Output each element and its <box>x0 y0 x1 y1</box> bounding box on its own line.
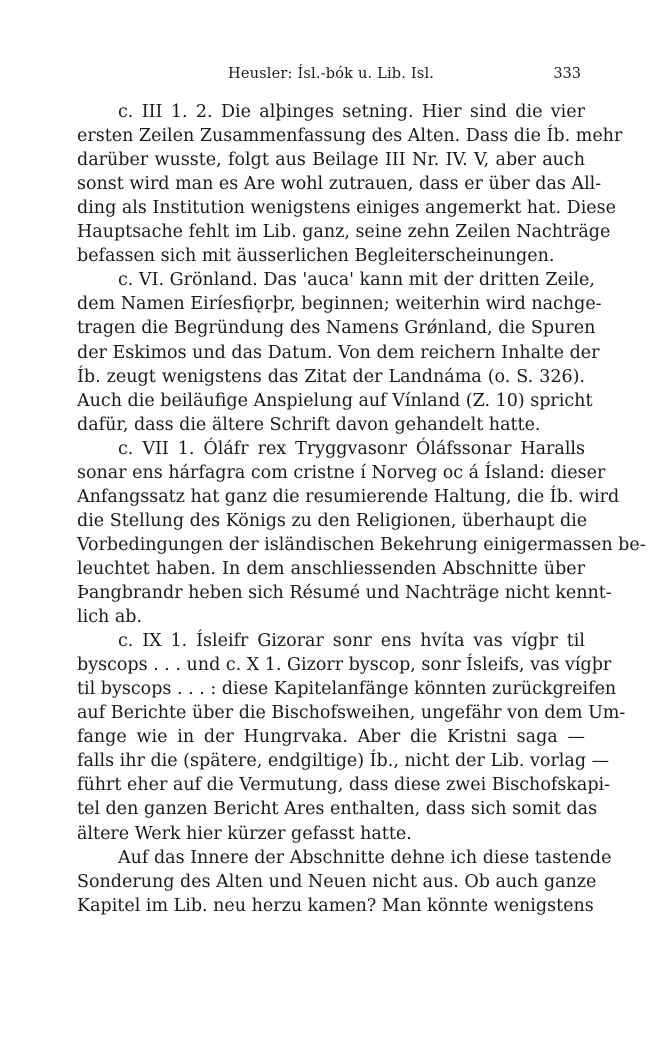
text-line: führt eher auf die Vermutung, dass diese zwei Bischofskapi- <box>77 775 611 796</box>
text-line: dem Namen Eiríesfiǫrþr, beginnen; weiterhin wird nachge- <box>77 294 602 315</box>
text-line: Vorbedingungen der isländischen Bekehrung einigermassen be- <box>77 534 646 555</box>
text-line: ältere Werk hier kürzer gefasst hatte. <box>77 823 412 844</box>
text-line: sonar ens hárfagra com cristne í Norveg oc á Ísland: dieser <box>77 462 606 483</box>
text-line: Íb. zeugt wenigstens das Zitat der Landnáma (o. S. 326). <box>77 366 585 387</box>
text-line: falls ihr die (spätere, endgiltige) Íb., nicht der Lib. vorlag — <box>77 751 610 772</box>
text-line: fange wie in der Hungrvaka. Aber die Kristni saga — <box>77 727 585 748</box>
text-line: Hauptsache fehlt im Lib. ganz, seine zehn Zeilen Nachträge <box>77 222 611 243</box>
text-line: lich ab. <box>77 607 143 628</box>
text-line: byscops . . . und c. X 1. Gizorr byscop, sonr Ísleifs, vas vígþr <box>77 655 612 676</box>
text-line: Auch die beiläufige Anspielung auf Vínland (Z. 10) spricht <box>77 390 593 411</box>
running-header <box>80 66 585 88</box>
text-line: c. VI. Grönland. Das 'auca' kann mit der dritten Zeile, <box>118 270 595 291</box>
text-line: Auf das Innere der Abschnitte dehne ich diese tastende <box>118 847 612 868</box>
text-line: auf Berichte über die Bischofsweihen, ungefähr von dem Um- <box>77 703 626 724</box>
text-line: Kapitel im Lib. neu herzu kamen? Man könnte wenigstens <box>77 895 594 916</box>
text-line: Sonderung des Alten und Neuen nicht aus. Ob auch ganze <box>77 871 597 892</box>
text-line: Anfangssatz hat ganz die resumierende Haltung, die Íb. wird <box>77 486 620 507</box>
page-number: 333 <box>553 66 581 82</box>
text-line: til byscops . . . : diese Kapitelanfänge könnten zurückgreifen <box>77 679 617 700</box>
running-title: Heusler: Ísl.-bók u. Lib. Isl. <box>228 66 435 82</box>
text-line: ersten Zeilen Zusammenfassung des Alten. Dass die Íb. mehr <box>77 126 623 147</box>
text-line: Þangbrandr heben sich Résumé und Nachträge nicht kennt- <box>77 583 612 603</box>
text-line: c. IX 1. Ísleifr Gizorar sonr ens hvíta vas vígþr til <box>118 631 585 652</box>
text-line: tragen die Begründung des Namens Grǿnland, die Spuren <box>77 318 596 339</box>
text-line: darüber wusste, folgt aus Beilage III Nr. IV. V, aber auch <box>77 150 585 171</box>
text-line: tel den ganzen Bericht Ares enthalten, dass sich somit das <box>77 799 598 820</box>
text-line: sonst wird man es Are wohl zutrauen, dass er über das All- <box>77 174 602 195</box>
text-line: befassen sich mit äusserlichen Begleiterscheinungen. <box>77 246 555 267</box>
text-line: ding als Institution wenigstens einiges angemerkt hat. Diese <box>77 198 616 219</box>
text-line: der Eskimos und das Datum. Von dem reichern Inhalte der <box>77 342 600 363</box>
text-line: c. III 1. 2. Die alþinges setning. Hier sind die vier <box>118 102 585 122</box>
text-line: dafür, dass die ältere Schrift davon gehandelt hatte. <box>77 414 541 435</box>
text-line: leuchtet haben. In dem anschliessenden Abschnitte über <box>77 558 585 579</box>
text-line: c. VII 1. Óláfr rex Tryggvasonr Óláfssonar Haralls <box>118 438 585 459</box>
text-line: die Stellung des Königs zu den Religionen, überhaupt die <box>77 510 588 531</box>
